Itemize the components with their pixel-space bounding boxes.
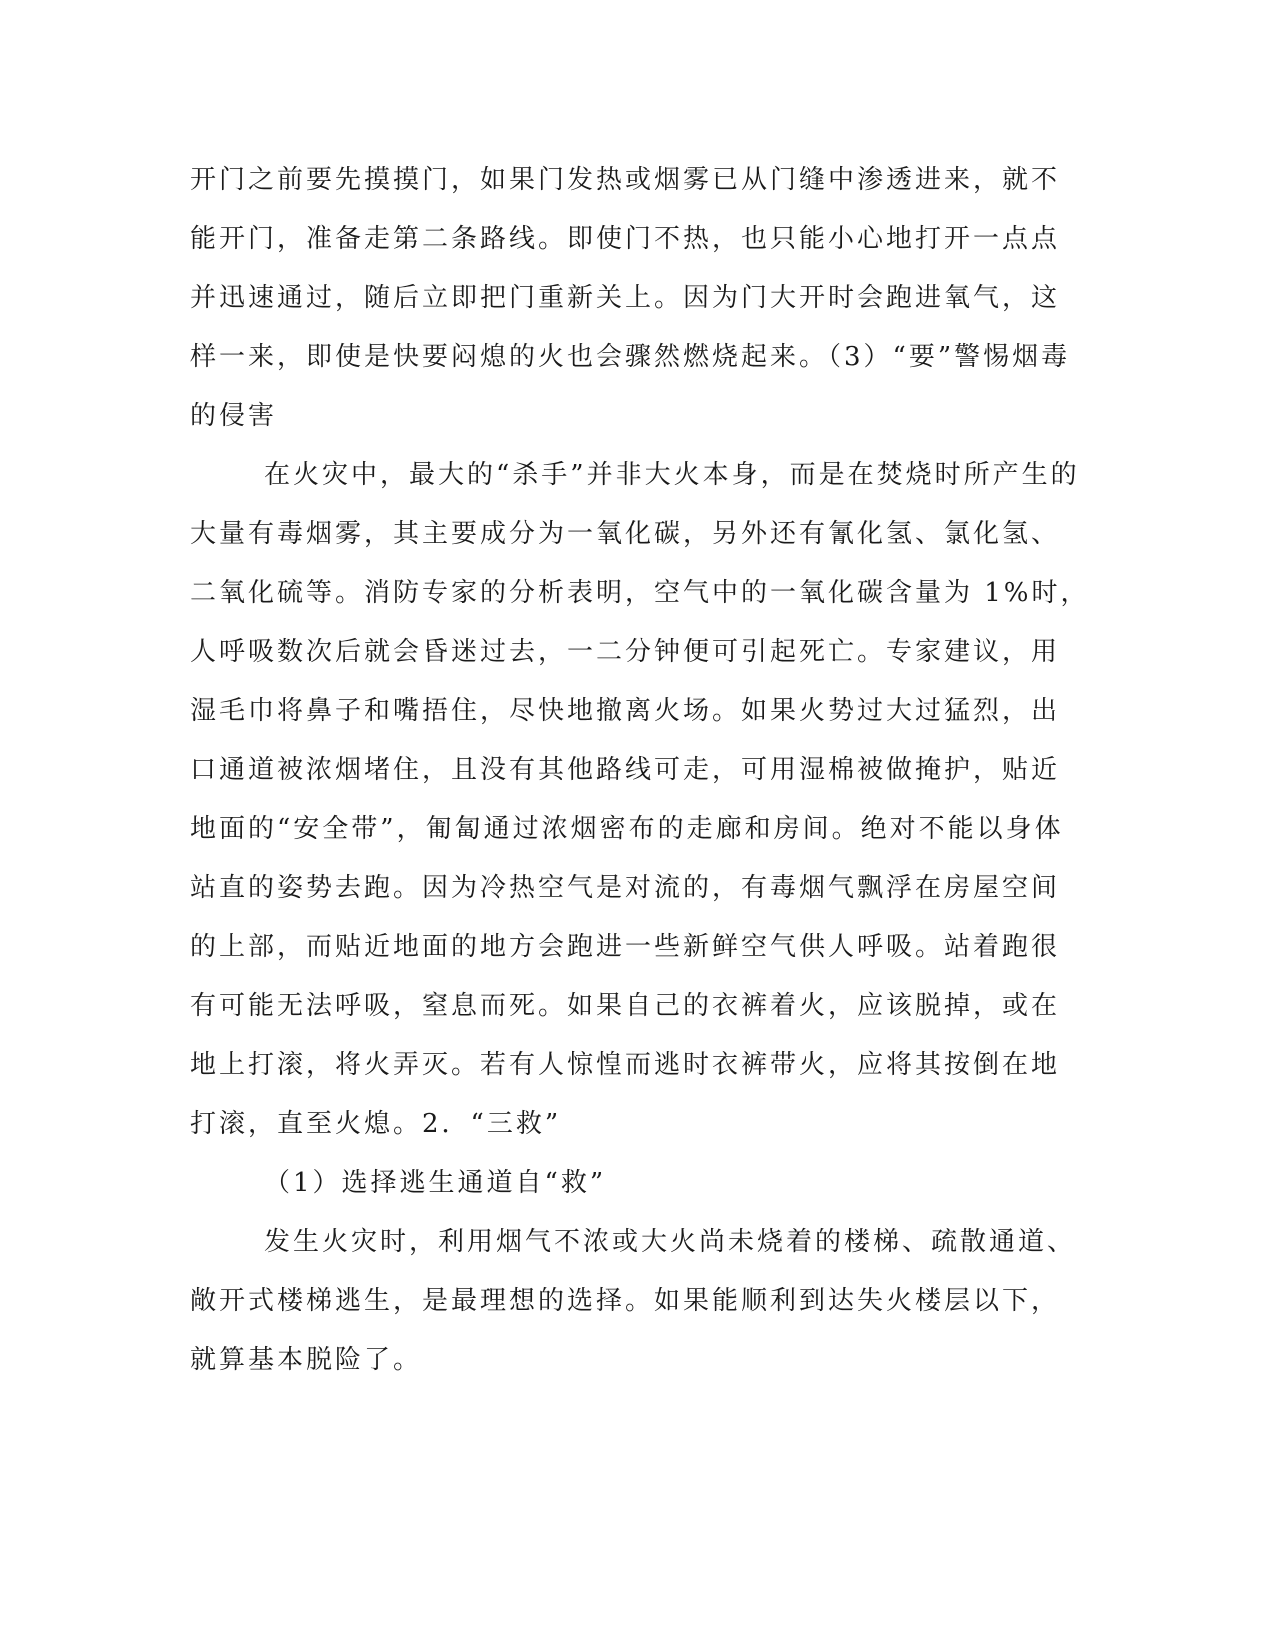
paragraph-start-line: 发生火灾时，利用烟气不浓或大火尚未烧着的楼梯、疏散通道、 — [264, 1227, 1077, 1257]
paragraph-start-line: 在火灾中，最大的“杀手”并非大火本身，而是在焚烧时所产生的 — [264, 460, 1080, 490]
text-line: 人呼吸数次后就会昏迷过去，一二分钟便可引起死亡。专家建议，用 — [190, 637, 1061, 667]
text-line: 打滚，直至火熄。2．“三救” — [190, 1109, 562, 1139]
text-line: 二氧化硫等。消防专家的分析表明，空气中的一氧化碳含量为 1%时， — [190, 578, 1090, 608]
text-line: 的侵害 — [190, 401, 278, 431]
text-line: 站直的姿势去跑。因为冷热空气是对流的，有毒烟气飘浮在房屋空间 — [190, 873, 1061, 903]
text-line: 口通道被浓烟堵住，且没有其他路线可走，可用湿棉被做掩护，贴近 — [190, 755, 1061, 785]
text-line: 就算基本脱险了。 — [190, 1345, 423, 1375]
text-line: 有可能无法呼吸，窒息而死。如果自己的衣裤着火，应该脱掉，或在 — [190, 991, 1061, 1021]
text-line: 湿毛巾将鼻子和嘴捂住，尽快地撤离火场。如果火势过大过猛烈，出 — [190, 696, 1061, 726]
section-heading: （1）选择逃生通道自“救” — [264, 1168, 607, 1198]
text-line: 地面的“安全带”，匍匐通过浓烟密布的走廊和房间。绝对不能以身体 — [190, 814, 1064, 844]
text-line: 能开门，准备走第二条路线。即使门不热，也只能小心地打开一点点 — [190, 224, 1061, 254]
text-line: 开门之前要先摸摸门，如果门发热或烟雾已从门缝中渗透进来，就不 — [190, 165, 1061, 195]
text-line: 敞开式楼梯逃生，是最理想的选择。如果能顺利到达失火楼层以下， — [190, 1286, 1061, 1316]
text-line: 样一来，即使是快要闷熄的火也会骤然燃烧起来。（3）“要”警惕烟毒 — [190, 342, 1071, 372]
text-line: 大量有毒烟雾，其主要成分为一氧化碳，另外还有氰化氢、氯化氢、 — [190, 519, 1061, 549]
text-line: 并迅速通过，随后立即把门重新关上。因为门大开时会跑进氧气，这 — [190, 283, 1061, 313]
text-line: 地上打滚，将火弄灭。若有人惊惶而逃时衣裤带火，应将其按倒在地 — [190, 1050, 1061, 1080]
text-line: 的上部，而贴近地面的地方会跑进一些新鲜空气供人呼吸。站着跑很 — [190, 932, 1061, 962]
